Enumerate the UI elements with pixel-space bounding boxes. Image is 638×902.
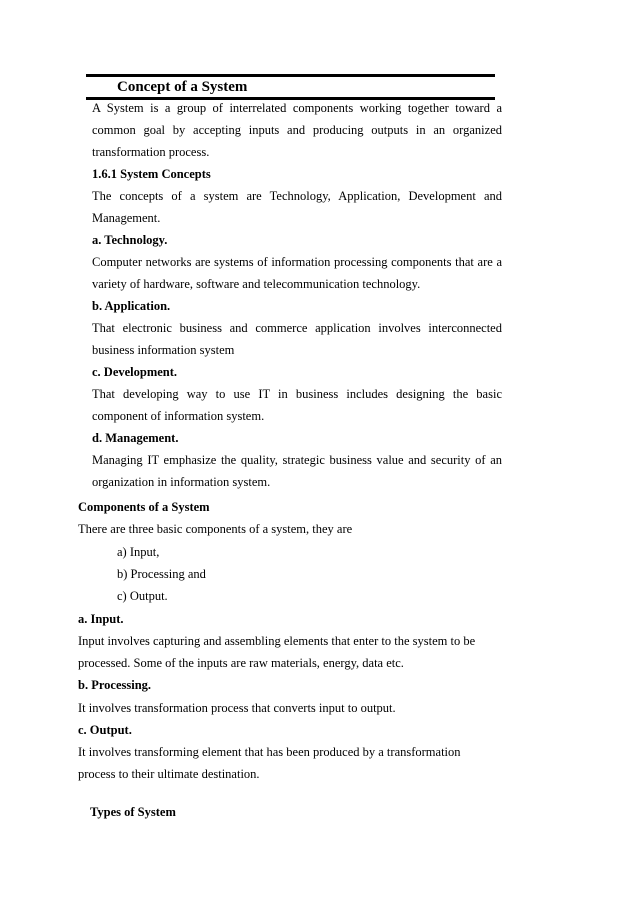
development-paragraph: That developing way to use IT in business includes designing the basic component of information system. bbox=[92, 387, 502, 423]
processing-paragraph: It involves transformation process that converts input to output. bbox=[78, 701, 396, 715]
application-paragraph: That electronic business and commerce application involves interconnected business information system bbox=[92, 321, 502, 357]
output-paragraph-line-2: process to their ultimate destination. bbox=[78, 767, 260, 781]
page-title: Concept of a System bbox=[117, 79, 248, 95]
intro-paragraph: A System is a group of interrelated components working together toward a common goal by accepting inputs and producing outputs in an organized transformation process. bbox=[92, 101, 502, 159]
output-paragraph-line-1: It involves transforming element that has been produced by a transformation bbox=[78, 745, 461, 759]
output-heading: c. Output. bbox=[78, 723, 132, 737]
system-concepts-paragraph: The concepts of a system are Technology, Application, Development and Management. bbox=[92, 189, 502, 225]
components-lead: There are three basic components of a system, they are bbox=[78, 522, 353, 536]
technology-paragraph: Computer networks are systems of information processing components that are a variety of hardware, software and telecommunication technology. bbox=[92, 255, 502, 291]
technology-heading: a. Technology. bbox=[92, 233, 168, 247]
component-item-input: a) Input, bbox=[117, 545, 160, 559]
management-paragraph: Managing IT emphasize the quality, strategic business value and security of an organization in information system. bbox=[92, 453, 502, 489]
input-paragraph-line-2: processed. Some of the inputs are raw materials, energy, data etc. bbox=[78, 656, 404, 670]
application-heading: b. Application. bbox=[92, 299, 171, 313]
input-paragraph-line-1: Input involves capturing and assembling elements that enter to the system to be bbox=[78, 634, 476, 648]
system-concepts-heading: 1.6.1 System Concepts bbox=[92, 167, 211, 181]
management-heading: d. Management. bbox=[92, 431, 179, 445]
component-item-output: c) Output. bbox=[117, 589, 168, 603]
components-heading: Components of a System bbox=[78, 500, 210, 514]
title-top-rule bbox=[86, 74, 495, 77]
development-heading: c. Development. bbox=[92, 365, 178, 379]
component-item-processing: b) Processing and bbox=[117, 567, 206, 581]
input-heading: a. Input. bbox=[78, 612, 124, 626]
processing-heading: b. Processing. bbox=[78, 678, 152, 692]
types-of-system-heading: Types of System bbox=[90, 805, 176, 819]
